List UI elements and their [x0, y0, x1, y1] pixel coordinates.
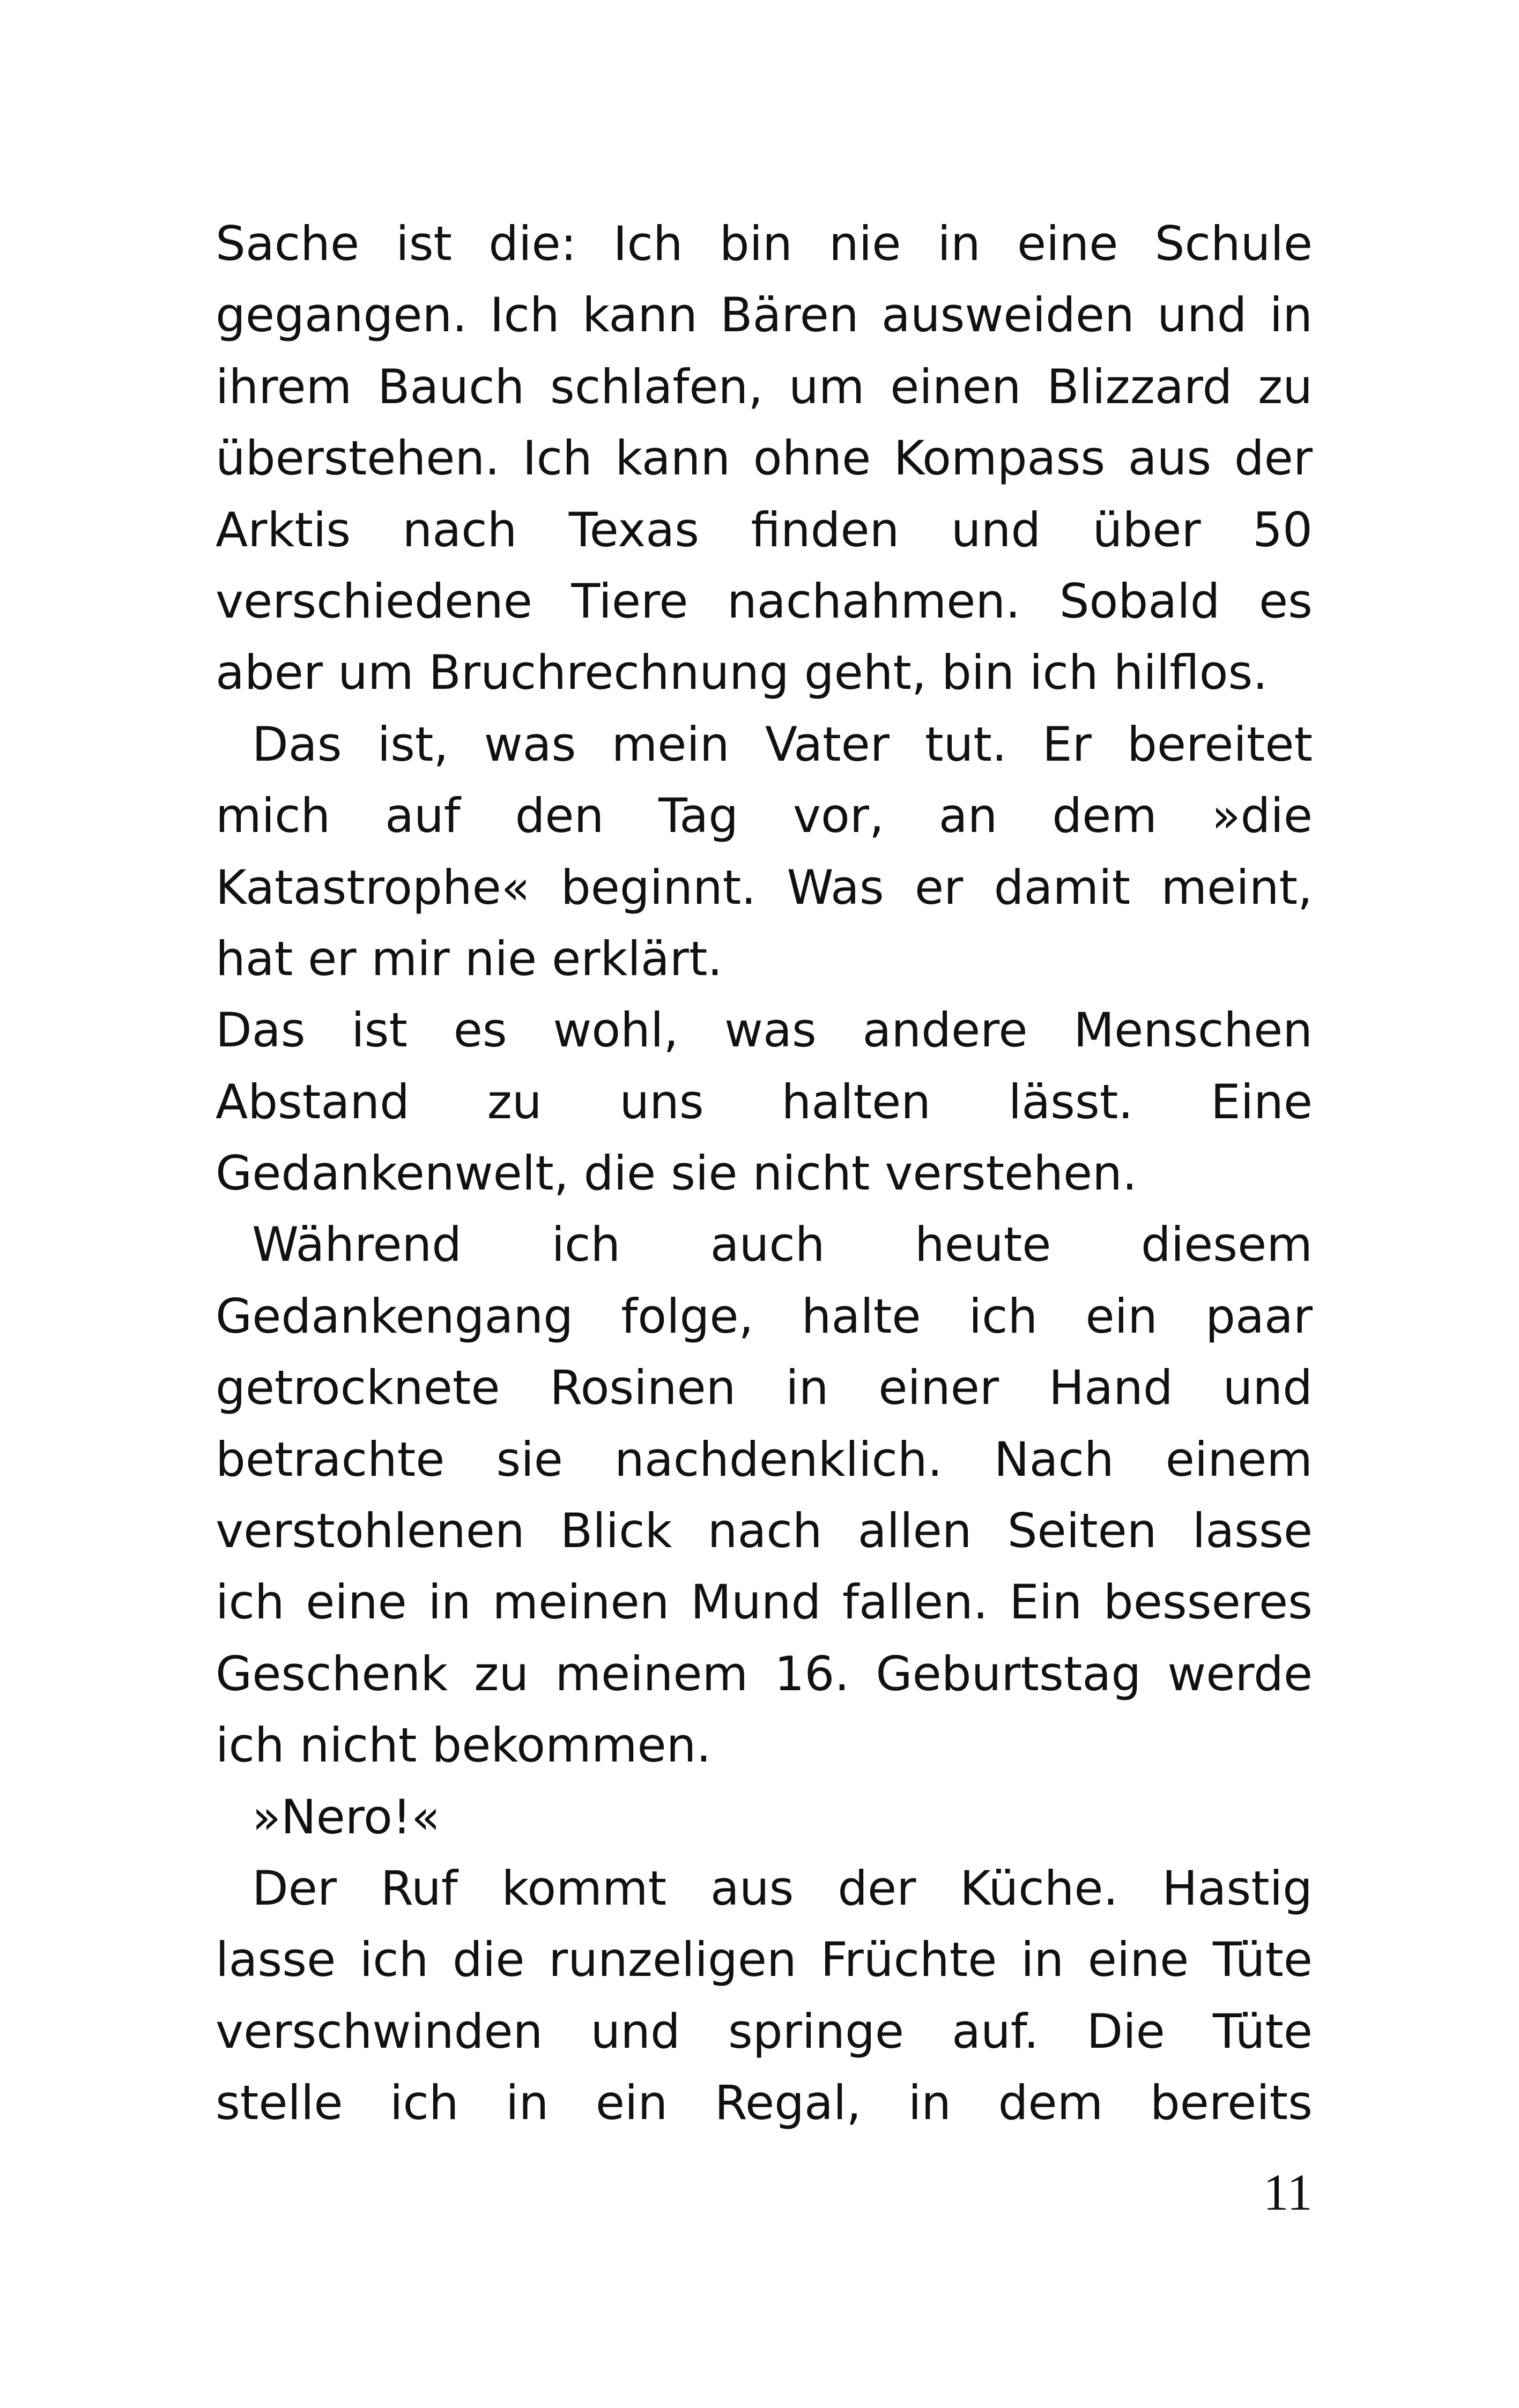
text-line: Gedankenwelt, die sie nicht verstehen.: [216, 1146, 1137, 1201]
text-line: Gedankengang folge, halte ich ein paar: [216, 1288, 1313, 1344]
text-line: Abstand zu uns halten lässt. Eine: [216, 1074, 1313, 1129]
text-line: ich eine in meinen Mund fallen. Ein besseres: [216, 1574, 1313, 1630]
text-line: getrocknete Rosinen in einer Hand und: [216, 1360, 1313, 1416]
text-line: verstohlenen Blick nach allen Seiten lasse: [216, 1503, 1313, 1559]
text-line: Katastrophe« beginnt. Was er damit meint,: [216, 859, 1313, 915]
text-line: betrachte sie nachdenklich. Nach einem: [216, 1431, 1313, 1487]
text-line: verschiedene Tiere nachahmen. Sobald es: [216, 573, 1313, 629]
text-line: überstehen. Ich kann ohne Kompass aus der: [216, 430, 1313, 486]
text-line: Sache ist die: Ich bin nie in eine Schule: [216, 216, 1313, 271]
text-line: Arktis nach Texas finden und über 50: [216, 502, 1313, 558]
page-number: 11: [1263, 2164, 1313, 2221]
body-text: [216, 208, 1313, 2139]
text-line: »Nero!«: [252, 1789, 441, 1845]
text-line: hat er mir nie erklärt.: [216, 931, 723, 986]
text-line: mich auf den Tag vor, an dem »die: [216, 788, 1313, 844]
text-line: gegangen. Ich kann Bären ausweiden und in: [216, 287, 1313, 343]
text-line: ihrem Bauch schlafen, um einen Blizzard zu: [216, 359, 1313, 414]
text-line: Das ist, was mein Vater tut. Er bereitet: [252, 716, 1313, 772]
text-line: Geschenk zu meinem 16. Geburtstag werde: [216, 1646, 1313, 1701]
text-line: aber um Bruchrechnung geht, bin ich hilflos.: [216, 645, 1268, 701]
text-line: lasse ich die runzeligen Früchte in eine Tüte: [216, 1932, 1313, 1988]
text-line: Das ist es wohl, was andere Menschen: [216, 1002, 1313, 1058]
text-line: Der Ruf kommt aus der Küche. Hastig: [252, 1860, 1313, 1916]
text-line: ich nicht bekommen.: [216, 1718, 712, 1773]
text-line: Während ich auch heute diesem: [252, 1217, 1313, 1273]
text-line: stelle ich in ein Regal, in dem bereits: [216, 2075, 1313, 2131]
text-line: verschwinden und springe auf. Die Tüte: [216, 2003, 1313, 2059]
